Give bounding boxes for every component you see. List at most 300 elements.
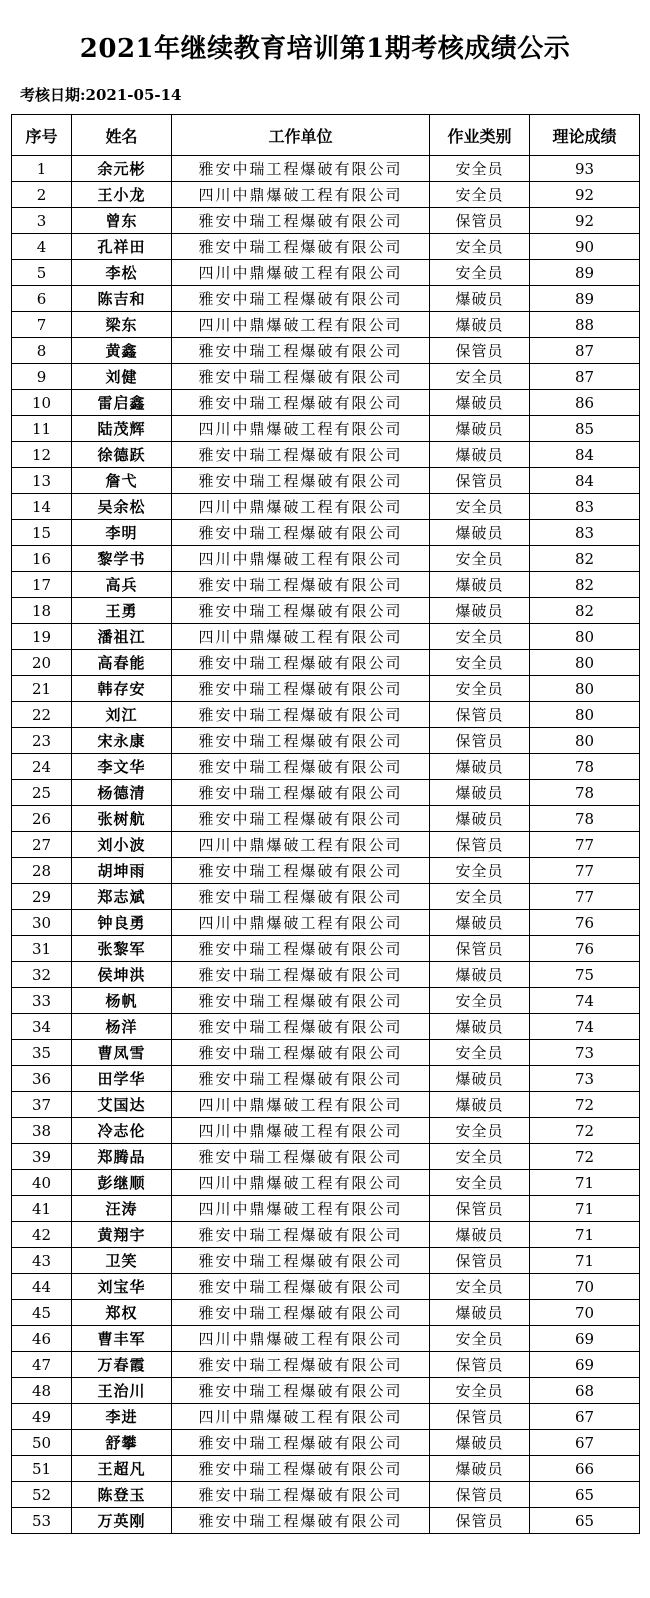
cell-name: 陆茂辉 — [72, 416, 172, 442]
table-row — [12, 234, 640, 260]
cell-score: 66 — [530, 1456, 640, 1482]
header-name: 姓名 — [72, 115, 172, 156]
cell-unit: 四川中鼎爆破工程有限公司 — [172, 1404, 430, 1430]
cell-name: 王勇 — [72, 598, 172, 624]
cell-name: 郑权 — [72, 1300, 172, 1326]
cell-name: 刘宝华 — [72, 1274, 172, 1300]
cell-type: 爆破员 — [430, 390, 530, 416]
table-row — [12, 312, 640, 338]
table-row — [12, 286, 640, 312]
cell-name: 李明 — [72, 520, 172, 546]
cell-no: 8 — [12, 338, 72, 364]
cell-no: 18 — [12, 598, 72, 624]
table-header-row — [12, 115, 640, 156]
cell-score: 67 — [530, 1430, 640, 1456]
table-row — [12, 1456, 640, 1482]
table-row — [12, 1300, 640, 1326]
table-row — [12, 1274, 640, 1300]
cell-name: 徐德跃 — [72, 442, 172, 468]
cell-unit: 雅安中瑞工程爆破有限公司 — [172, 1248, 430, 1274]
cell-unit: 雅安中瑞工程爆破有限公司 — [172, 286, 430, 312]
cell-score: 77 — [530, 858, 640, 884]
cell-unit: 雅安中瑞工程爆破有限公司 — [172, 1352, 430, 1378]
cell-no: 34 — [12, 1014, 72, 1040]
cell-score: 68 — [530, 1378, 640, 1404]
cell-type: 爆破员 — [430, 1066, 530, 1092]
cell-name: 艾国达 — [72, 1092, 172, 1118]
cell-no: 24 — [12, 754, 72, 780]
cell-name: 张树航 — [72, 806, 172, 832]
cell-name: 梁东 — [72, 312, 172, 338]
cell-score: 80 — [530, 650, 640, 676]
table-row — [12, 1326, 640, 1352]
cell-score: 93 — [530, 156, 640, 182]
cell-unit: 雅安中瑞工程爆破有限公司 — [172, 1456, 430, 1482]
cell-unit: 四川中鼎爆破工程有限公司 — [172, 910, 430, 936]
cell-unit: 四川中鼎爆破工程有限公司 — [172, 182, 430, 208]
cell-no: 53 — [12, 1508, 72, 1534]
cell-type: 安全员 — [430, 1170, 530, 1196]
cell-name: 胡坤雨 — [72, 858, 172, 884]
cell-unit: 雅安中瑞工程爆破有限公司 — [172, 806, 430, 832]
cell-name: 曹丰军 — [72, 1326, 172, 1352]
cell-no: 17 — [12, 572, 72, 598]
cell-name: 彭继顺 — [72, 1170, 172, 1196]
cell-type: 爆破员 — [430, 1300, 530, 1326]
cell-score: 87 — [530, 338, 640, 364]
cell-score: 70 — [530, 1274, 640, 1300]
cell-score: 76 — [530, 910, 640, 936]
cell-name: 卫笑 — [72, 1248, 172, 1274]
cell-unit: 雅安中瑞工程爆破有限公司 — [172, 1430, 430, 1456]
cell-no: 13 — [12, 468, 72, 494]
cell-type: 安全员 — [430, 988, 530, 1014]
cell-type: 爆破员 — [430, 806, 530, 832]
cell-name: 王小龙 — [72, 182, 172, 208]
cell-score: 83 — [530, 520, 640, 546]
cell-score: 74 — [530, 1014, 640, 1040]
cell-score: 71 — [530, 1170, 640, 1196]
cell-score: 71 — [530, 1196, 640, 1222]
cell-unit: 雅安中瑞工程爆破有限公司 — [172, 598, 430, 624]
cell-type: 保管员 — [430, 208, 530, 234]
cell-no: 37 — [12, 1092, 72, 1118]
cell-unit: 雅安中瑞工程爆破有限公司 — [172, 364, 430, 390]
cell-name: 郑志斌 — [72, 884, 172, 910]
cell-unit: 四川中鼎爆破工程有限公司 — [172, 260, 430, 286]
cell-score: 80 — [530, 728, 640, 754]
cell-type: 安全员 — [430, 546, 530, 572]
cell-no: 10 — [12, 390, 72, 416]
cell-score: 88 — [530, 312, 640, 338]
cell-no: 21 — [12, 676, 72, 702]
cell-type: 安全员 — [430, 260, 530, 286]
cell-score: 83 — [530, 494, 640, 520]
table-body — [12, 156, 640, 1534]
cell-unit: 四川中鼎爆破工程有限公司 — [172, 832, 430, 858]
cell-name: 王治川 — [72, 1378, 172, 1404]
cell-score: 92 — [530, 208, 640, 234]
score-table — [11, 114, 640, 1534]
cell-score: 77 — [530, 884, 640, 910]
cell-name: 杨德清 — [72, 780, 172, 806]
cell-no: 51 — [12, 1456, 72, 1482]
cell-name: 孔祥田 — [72, 234, 172, 260]
cell-score: 85 — [530, 416, 640, 442]
cell-unit: 雅安中瑞工程爆破有限公司 — [172, 1014, 430, 1040]
cell-name: 刘健 — [72, 364, 172, 390]
cell-type: 保管员 — [430, 1482, 530, 1508]
cell-score: 82 — [530, 546, 640, 572]
cell-score: 73 — [530, 1066, 640, 1092]
table-row — [12, 1508, 640, 1534]
cell-no: 44 — [12, 1274, 72, 1300]
table-row — [12, 494, 640, 520]
cell-name: 高兵 — [72, 572, 172, 598]
cell-score: 74 — [530, 988, 640, 1014]
cell-no: 16 — [12, 546, 72, 572]
cell-unit: 雅安中瑞工程爆破有限公司 — [172, 1482, 430, 1508]
cell-no: 31 — [12, 936, 72, 962]
cell-unit: 四川中鼎爆破工程有限公司 — [172, 546, 430, 572]
cell-type: 保管员 — [430, 468, 530, 494]
cell-name: 高春能 — [72, 650, 172, 676]
header-type: 作业类别 — [430, 115, 530, 156]
cell-no: 42 — [12, 1222, 72, 1248]
cell-type: 保管员 — [430, 936, 530, 962]
cell-score: 72 — [530, 1118, 640, 1144]
cell-unit: 四川中鼎爆破工程有限公司 — [172, 416, 430, 442]
header-no: 序号 — [12, 115, 72, 156]
cell-type: 爆破员 — [430, 1222, 530, 1248]
cell-type: 安全员 — [430, 1378, 530, 1404]
cell-name: 宋永康 — [72, 728, 172, 754]
cell-no: 45 — [12, 1300, 72, 1326]
cell-score: 82 — [530, 598, 640, 624]
cell-unit: 雅安中瑞工程爆破有限公司 — [172, 962, 430, 988]
cell-unit: 雅安中瑞工程爆破有限公司 — [172, 520, 430, 546]
cell-type: 保管员 — [430, 1352, 530, 1378]
cell-name: 黄翔宇 — [72, 1222, 172, 1248]
table-row — [12, 832, 640, 858]
table-row — [12, 260, 640, 286]
cell-unit: 雅安中瑞工程爆破有限公司 — [172, 884, 430, 910]
cell-score: 86 — [530, 390, 640, 416]
cell-type: 安全员 — [430, 650, 530, 676]
cell-score: 84 — [530, 442, 640, 468]
table-row — [12, 598, 640, 624]
cell-no: 38 — [12, 1118, 72, 1144]
cell-unit: 四川中鼎爆破工程有限公司 — [172, 494, 430, 520]
cell-unit: 雅安中瑞工程爆破有限公司 — [172, 1274, 430, 1300]
cell-name: 黎学书 — [72, 546, 172, 572]
table-row — [12, 702, 640, 728]
cell-type: 爆破员 — [430, 1430, 530, 1456]
table-row — [12, 338, 640, 364]
cell-type: 保管员 — [430, 1248, 530, 1274]
cell-score: 84 — [530, 468, 640, 494]
cell-name: 刘江 — [72, 702, 172, 728]
cell-no: 22 — [12, 702, 72, 728]
cell-score: 70 — [530, 1300, 640, 1326]
cell-score: 80 — [530, 676, 640, 702]
cell-no: 52 — [12, 1482, 72, 1508]
cell-unit: 雅安中瑞工程爆破有限公司 — [172, 1508, 430, 1534]
table-row — [12, 1222, 640, 1248]
cell-unit: 四川中鼎爆破工程有限公司 — [172, 312, 430, 338]
cell-no: 39 — [12, 1144, 72, 1170]
cell-unit: 四川中鼎爆破工程有限公司 — [172, 1326, 430, 1352]
cell-no: 5 — [12, 260, 72, 286]
table-row — [12, 1040, 640, 1066]
table-row — [12, 208, 640, 234]
cell-score: 71 — [530, 1222, 640, 1248]
header-unit: 工作单位 — [172, 115, 430, 156]
table-row — [12, 182, 640, 208]
cell-unit: 四川中鼎爆破工程有限公司 — [172, 624, 430, 650]
table-row — [12, 520, 640, 546]
cell-type: 爆破员 — [430, 286, 530, 312]
cell-score: 77 — [530, 832, 640, 858]
cell-unit: 雅安中瑞工程爆破有限公司 — [172, 1144, 430, 1170]
cell-score: 78 — [530, 754, 640, 780]
cell-type: 安全员 — [430, 364, 530, 390]
cell-type: 安全员 — [430, 884, 530, 910]
cell-name: 余元彬 — [72, 156, 172, 182]
exam-date: 考核日期:2021-05-14 — [20, 86, 182, 104]
cell-name: 潘祖江 — [72, 624, 172, 650]
table-row — [12, 1248, 640, 1274]
cell-score: 67 — [530, 1404, 640, 1430]
table-row — [12, 676, 640, 702]
table-row — [12, 988, 640, 1014]
cell-name: 张黎军 — [72, 936, 172, 962]
cell-no: 32 — [12, 962, 72, 988]
table-row — [12, 1404, 640, 1430]
cell-type: 安全员 — [430, 494, 530, 520]
cell-no: 48 — [12, 1378, 72, 1404]
cell-score: 89 — [530, 286, 640, 312]
cell-type: 爆破员 — [430, 1014, 530, 1040]
cell-unit: 四川中鼎爆破工程有限公司 — [172, 1170, 430, 1196]
table-row — [12, 858, 640, 884]
cell-unit: 雅安中瑞工程爆破有限公司 — [172, 156, 430, 182]
cell-type: 保管员 — [430, 1508, 530, 1534]
cell-type: 爆破员 — [430, 598, 530, 624]
cell-unit: 雅安中瑞工程爆破有限公司 — [172, 780, 430, 806]
cell-unit: 雅安中瑞工程爆破有限公司 — [172, 234, 430, 260]
cell-no: 23 — [12, 728, 72, 754]
table-row — [12, 650, 640, 676]
cell-name: 万英刚 — [72, 1508, 172, 1534]
cell-type: 安全员 — [430, 1274, 530, 1300]
cell-no: 6 — [12, 286, 72, 312]
cell-name: 陈吉和 — [72, 286, 172, 312]
cell-type: 保管员 — [430, 1196, 530, 1222]
table-row — [12, 1430, 640, 1456]
table-row — [12, 1014, 640, 1040]
cell-name: 李松 — [72, 260, 172, 286]
cell-type: 爆破员 — [430, 962, 530, 988]
cell-unit: 雅安中瑞工程爆破有限公司 — [172, 754, 430, 780]
cell-name: 舒攀 — [72, 1430, 172, 1456]
table-row — [12, 416, 640, 442]
cell-name: 王超凡 — [72, 1456, 172, 1482]
cell-unit: 雅安中瑞工程爆破有限公司 — [172, 442, 430, 468]
cell-score: 78 — [530, 806, 640, 832]
cell-unit: 雅安中瑞工程爆破有限公司 — [172, 728, 430, 754]
cell-name: 曹凤雪 — [72, 1040, 172, 1066]
cell-unit: 雅安中瑞工程爆破有限公司 — [172, 858, 430, 884]
cell-no: 27 — [12, 832, 72, 858]
cell-type: 爆破员 — [430, 520, 530, 546]
table-row — [12, 884, 640, 910]
cell-no: 1 — [12, 156, 72, 182]
cell-type: 安全员 — [430, 676, 530, 702]
header-score: 理论成绩 — [530, 115, 640, 156]
cell-name: 刘小波 — [72, 832, 172, 858]
table-row — [12, 754, 640, 780]
cell-name: 汪涛 — [72, 1196, 172, 1222]
cell-no: 7 — [12, 312, 72, 338]
table-row — [12, 572, 640, 598]
cell-name: 田学华 — [72, 1066, 172, 1092]
cell-no: 2 — [12, 182, 72, 208]
table-row — [12, 1118, 640, 1144]
table-row — [12, 780, 640, 806]
cell-type: 保管员 — [430, 728, 530, 754]
cell-unit: 四川中鼎爆破工程有限公司 — [172, 1196, 430, 1222]
table-row — [12, 364, 640, 390]
cell-name: 李文华 — [72, 754, 172, 780]
cell-type: 爆破员 — [430, 910, 530, 936]
cell-name: 雷启鑫 — [72, 390, 172, 416]
table-row — [12, 1144, 640, 1170]
cell-type: 安全员 — [430, 624, 530, 650]
cell-no: 3 — [12, 208, 72, 234]
cell-no: 35 — [12, 1040, 72, 1066]
cell-unit: 雅安中瑞工程爆破有限公司 — [172, 1300, 430, 1326]
cell-name: 黄鑫 — [72, 338, 172, 364]
table-row — [12, 390, 640, 416]
cell-no: 15 — [12, 520, 72, 546]
cell-unit: 雅安中瑞工程爆破有限公司 — [172, 1066, 430, 1092]
cell-no: 26 — [12, 806, 72, 832]
cell-name: 钟良勇 — [72, 910, 172, 936]
cell-type: 安全员 — [430, 234, 530, 260]
cell-score: 90 — [530, 234, 640, 260]
cell-unit: 雅安中瑞工程爆破有限公司 — [172, 338, 430, 364]
cell-type: 安全员 — [430, 156, 530, 182]
table-row — [12, 962, 640, 988]
cell-unit: 雅安中瑞工程爆破有限公司 — [172, 650, 430, 676]
cell-no: 46 — [12, 1326, 72, 1352]
table-row — [12, 468, 640, 494]
cell-unit: 雅安中瑞工程爆破有限公司 — [172, 1040, 430, 1066]
cell-unit: 雅安中瑞工程爆破有限公司 — [172, 676, 430, 702]
cell-no: 40 — [12, 1170, 72, 1196]
cell-type: 爆破员 — [430, 754, 530, 780]
cell-no: 36 — [12, 1066, 72, 1092]
cell-score: 80 — [530, 624, 640, 650]
table-row — [12, 806, 640, 832]
cell-type: 安全员 — [430, 1040, 530, 1066]
cell-type: 爆破员 — [430, 780, 530, 806]
table-row — [12, 910, 640, 936]
cell-name: 郑腾品 — [72, 1144, 172, 1170]
table-row — [12, 1066, 640, 1092]
table-row — [12, 442, 640, 468]
cell-no: 19 — [12, 624, 72, 650]
cell-name: 杨帆 — [72, 988, 172, 1014]
cell-no: 9 — [12, 364, 72, 390]
cell-type: 爆破员 — [430, 312, 530, 338]
cell-type: 爆破员 — [430, 1456, 530, 1482]
table-row — [12, 728, 640, 754]
table-row — [12, 1482, 640, 1508]
cell-name: 吴余松 — [72, 494, 172, 520]
cell-unit: 四川中鼎爆破工程有限公司 — [172, 1118, 430, 1144]
cell-no: 25 — [12, 780, 72, 806]
cell-score: 72 — [530, 1144, 640, 1170]
cell-score: 65 — [530, 1482, 640, 1508]
page-title: 2021年继续教育培训第1期考核成绩公示 — [79, 34, 571, 64]
cell-score: 82 — [530, 572, 640, 598]
cell-no: 28 — [12, 858, 72, 884]
cell-score: 69 — [530, 1352, 640, 1378]
cell-score: 73 — [530, 1040, 640, 1066]
cell-type: 爆破员 — [430, 442, 530, 468]
cell-unit: 雅安中瑞工程爆破有限公司 — [172, 208, 430, 234]
cell-score: 72 — [530, 1092, 640, 1118]
cell-unit: 雅安中瑞工程爆破有限公司 — [172, 390, 430, 416]
cell-no: 12 — [12, 442, 72, 468]
table-row — [12, 624, 640, 650]
cell-type: 保管员 — [430, 832, 530, 858]
cell-type: 保管员 — [430, 338, 530, 364]
cell-type: 保管员 — [430, 702, 530, 728]
cell-type: 安全员 — [430, 1144, 530, 1170]
cell-name: 韩存安 — [72, 676, 172, 702]
cell-unit: 雅安中瑞工程爆破有限公司 — [172, 1222, 430, 1248]
cell-name: 詹弋 — [72, 468, 172, 494]
table-row — [12, 1352, 640, 1378]
cell-unit: 雅安中瑞工程爆破有限公司 — [172, 988, 430, 1014]
cell-no: 11 — [12, 416, 72, 442]
cell-no: 4 — [12, 234, 72, 260]
cell-type: 爆破员 — [430, 1092, 530, 1118]
cell-score: 89 — [530, 260, 640, 286]
cell-score: 92 — [530, 182, 640, 208]
cell-unit: 雅安中瑞工程爆破有限公司 — [172, 702, 430, 728]
cell-unit: 雅安中瑞工程爆破有限公司 — [172, 572, 430, 598]
cell-unit: 雅安中瑞工程爆破有限公司 — [172, 936, 430, 962]
cell-score: 80 — [530, 702, 640, 728]
cell-score: 76 — [530, 936, 640, 962]
cell-no: 14 — [12, 494, 72, 520]
cell-name: 杨洋 — [72, 1014, 172, 1040]
cell-score: 71 — [530, 1248, 640, 1274]
table-row — [12, 1196, 640, 1222]
table-row — [12, 156, 640, 182]
cell-score: 65 — [530, 1508, 640, 1534]
cell-score: 75 — [530, 962, 640, 988]
cell-name: 侯坤洪 — [72, 962, 172, 988]
cell-unit: 四川中鼎爆破工程有限公司 — [172, 1092, 430, 1118]
cell-score: 69 — [530, 1326, 640, 1352]
cell-no: 41 — [12, 1196, 72, 1222]
cell-type: 爆破员 — [430, 416, 530, 442]
